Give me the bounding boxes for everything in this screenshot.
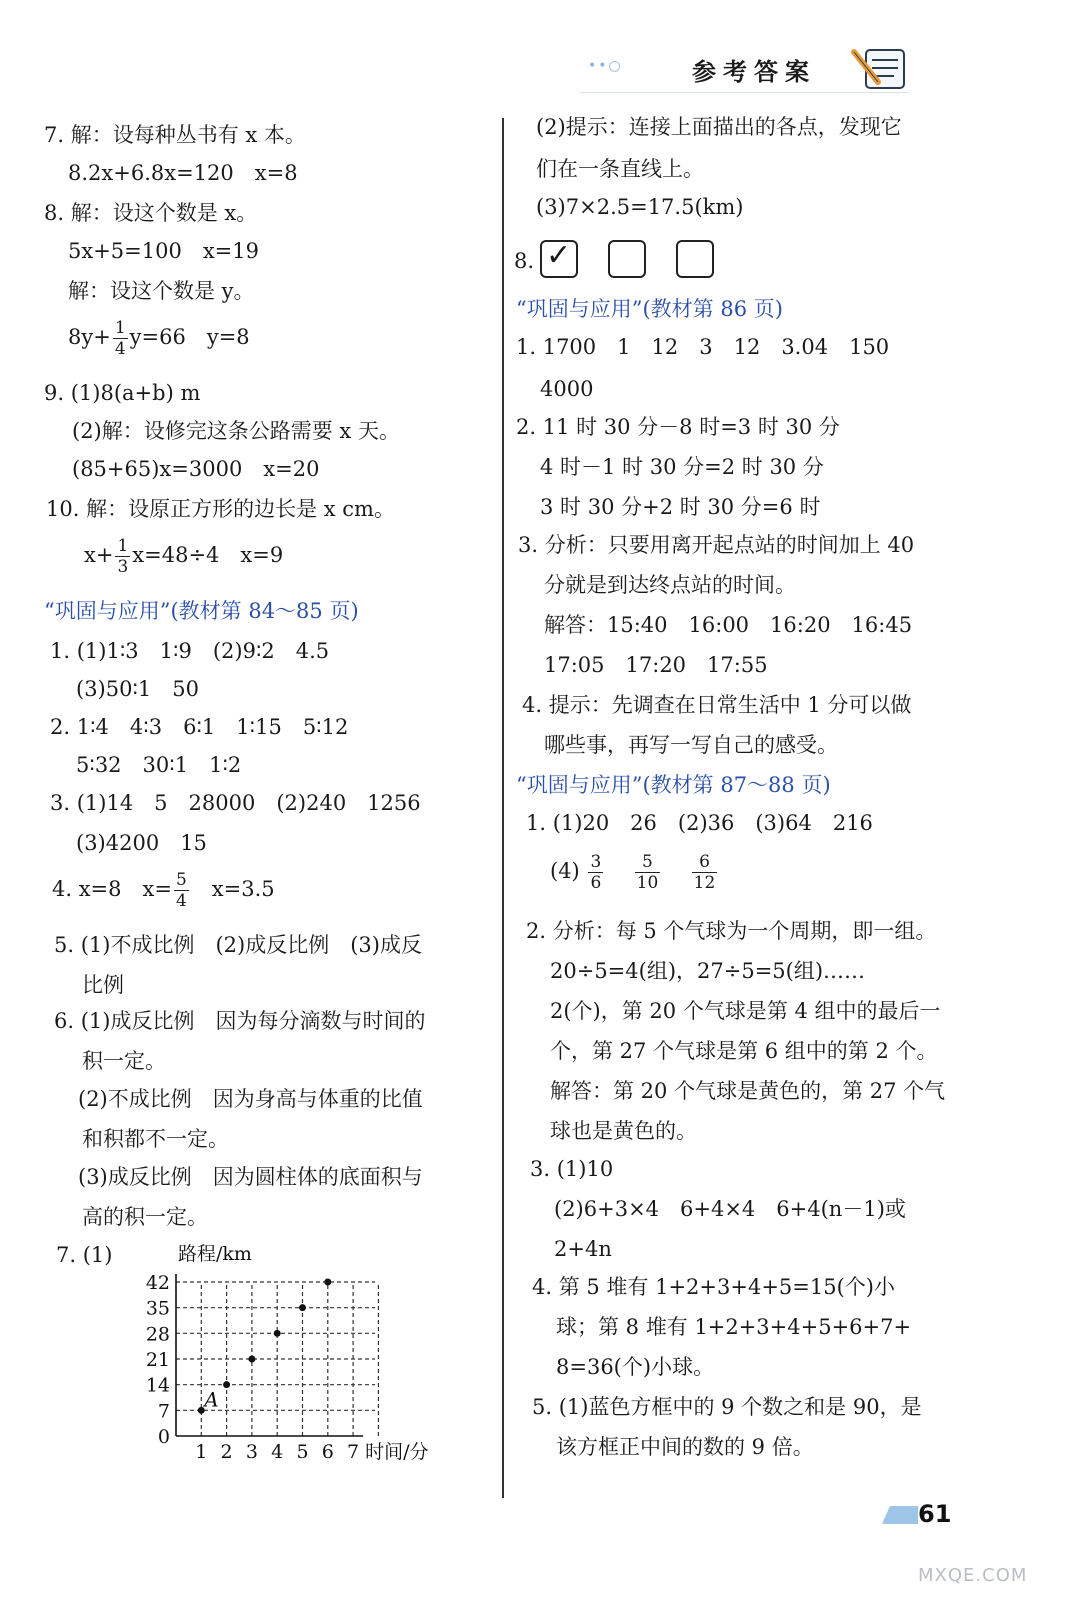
answer-8-equation-a: 5x+5=100 x=19 xyxy=(68,239,259,263)
s2-answer-4: 4. 提示：先调查在日常生活中 1 分可以做 xyxy=(522,693,912,717)
answer-checkbox-1[interactable] xyxy=(540,240,578,278)
s1-answer-3: 3. (1)14 5 28000 (2)240 1256 xyxy=(50,791,421,815)
y-axis-label: 路程/km xyxy=(178,1243,252,1265)
y-tick-label: 14 xyxy=(145,1374,170,1397)
page-tab-icon xyxy=(880,1500,920,1526)
s1-answer-4 xyxy=(52,870,275,911)
fraction: $\frac{3}{6}$ xyxy=(590,852,602,893)
watermark-text: MXQE.COM xyxy=(918,1565,1028,1586)
s1-answer-2: 2. 1∶4 4∶3 6∶1 1∶15 5∶12 xyxy=(50,715,349,739)
s2-answer-4-cont: 哪些事，再写一写自己的感受。 xyxy=(544,733,838,757)
s1-answer-6-part1: 6. (1)成反比例 因为每分滴数与时间的 xyxy=(54,1009,426,1033)
s3-answer-2-line2: 20÷5=4(组)，27÷5=5(组)…… xyxy=(550,959,866,983)
eq-post: y=66 y=8 xyxy=(129,325,250,349)
x-tick-label: 1 xyxy=(195,1441,208,1463)
s2-answer-3: 3. 分析：只要用离开起点站的时间加上 40 xyxy=(518,533,915,557)
answer-8-label: 8. xyxy=(514,249,535,273)
s3-answer-4-line2: 球；第 8 堆有 1+2+3+4+5+6+7+ xyxy=(556,1315,912,1339)
s3-answer-1: 1. (1)20 26 (2)36 (3)64 216 xyxy=(526,811,873,835)
s1-answer-2-cont: 5∶32 30∶1 1∶2 xyxy=(76,753,242,777)
s3-answer-5-cont: 该方框正中间的数的 9 倍。 xyxy=(556,1435,814,1459)
page-number: 61 xyxy=(918,1500,952,1528)
s3-answer-5: 5. (1)蓝色方框中的 9 个数之和是 90，是 xyxy=(532,1395,922,1419)
header-decoration-dots: ••○ xyxy=(588,58,623,74)
s1-answer-6-part1-cont: 积一定。 xyxy=(82,1049,166,1073)
s3-answer-3: 3. (1)10 xyxy=(530,1157,614,1181)
s1-answer-6-part3: (3)成反比例 因为圆柱体的底面积与 xyxy=(78,1165,423,1189)
answer-8-equation-b xyxy=(68,318,250,359)
eq-pre: 8y+ xyxy=(68,325,111,349)
x-tick-label: 3 xyxy=(245,1441,258,1463)
x-tick-label: 7 xyxy=(347,1441,360,1463)
answer-checkbox-3[interactable] xyxy=(676,240,714,278)
s1-answer-5: 5. (1)不成比例 (2)成反比例 (3)成反 xyxy=(54,933,422,957)
answer-7-equation: 8.2x+6.8x=120 x=8 xyxy=(68,161,298,185)
answer-9-equation: (85+65)x=3000 x=20 xyxy=(72,457,320,481)
s3-answer-2: 2. 分析：每 5 个气球为一个周期，即一组。 xyxy=(526,919,937,943)
distance-time-chart xyxy=(110,1236,440,1470)
s1-answer-6-part3-cont: 高的积一定。 xyxy=(82,1205,208,1229)
s3-answer-4-line3: 8=36(个)小球。 xyxy=(556,1355,715,1379)
column-divider xyxy=(502,118,504,1498)
answer-7-part2-cont: 们在一条直线上。 xyxy=(536,157,704,181)
s3-answer-2-line3: 2(个)，第 20 个气球是第 4 组中的最后一 xyxy=(550,999,941,1023)
x-axis-label: 时间/分 xyxy=(365,1441,429,1463)
data-point xyxy=(299,1304,306,1311)
answer-10-equation xyxy=(84,536,283,577)
s3-answer-2-solution-cont: 球也是黄色的。 xyxy=(550,1119,697,1143)
y-tick-label: 7 xyxy=(157,1400,170,1423)
s3-answer-4: 4. 第 5 堆有 1+2+3+4+5=15(个)小 xyxy=(532,1275,895,1299)
y-tick-label: 21 xyxy=(145,1349,170,1371)
s1-answer-1: 1. (1)1∶3 1∶9 (2)9∶2 4.5 xyxy=(50,639,330,663)
section-heading-84-85: “巩固与应用”(教材第 84～85 页) xyxy=(44,599,359,623)
s3-answer-2-line4: 个，第 27 个气球是第 6 组中的第 2 个。 xyxy=(550,1039,938,1063)
s2-answer-1-cont: 4000 xyxy=(540,377,594,401)
s1-answer-6-part2-cont: 和积都不一定。 xyxy=(82,1127,229,1151)
page-header-title: 参考答案 xyxy=(692,58,816,86)
x-tick-label: 5 xyxy=(296,1441,309,1463)
s2-answer-3-cont: 分就是到达终点站的时间。 xyxy=(544,573,796,597)
s1-answer-5-cont: 比例 xyxy=(82,973,124,997)
s2-answer-3-solution-cont: 17:05 17:20 17:55 xyxy=(544,653,768,677)
y-tick-label: 42 xyxy=(145,1272,170,1294)
x-tick-label: 4 xyxy=(271,1441,284,1463)
y-tick-label: 35 xyxy=(145,1297,170,1320)
s2-answer-2-line2: 4 时－1 时 30 分=2 时 30 分 xyxy=(540,455,824,479)
answer-8: 8. 解：设这个数是 x。 xyxy=(44,201,258,225)
fraction: $\frac{6}{12}$ xyxy=(693,852,716,893)
section-heading-87-88: “巩固与应用”(教材第 87～88 页) xyxy=(516,773,831,797)
part-label: (4) xyxy=(550,859,580,883)
notebook-pencil-icon xyxy=(848,44,910,94)
fraction: $\frac{1}{3}$ xyxy=(117,536,129,577)
s3-answer-1-part4 xyxy=(550,852,719,893)
s2-answer-3-solution: 解答：15:40 16:00 16:20 16:45 xyxy=(544,613,913,637)
answer-7-part2: (2)提示：连接上面描出的各点，发现它 xyxy=(536,115,902,139)
answer-checkbox-2[interactable] xyxy=(608,240,646,278)
s1-answer-7-label: 7. (1) xyxy=(56,1243,113,1267)
answer-8-setup-b: 解：设这个数是 y。 xyxy=(68,279,255,303)
s2-answer-1: 1. 1700 1 12 3 12 3.04 150 xyxy=(516,335,890,359)
answer-9-part1: 9. (1)8(a+b) m xyxy=(44,381,201,405)
x-tick-label: 2 xyxy=(220,1441,233,1463)
section-heading-86: “巩固与应用”(教材第 86 页) xyxy=(516,297,783,321)
s1-answer-3-cont: (3)4200 15 xyxy=(76,831,207,855)
s3-answer-2-solution: 解答：第 20 个气球是黄色的，第 27 个气 xyxy=(550,1079,946,1103)
data-point-label: A xyxy=(204,1387,219,1412)
eq-post: x=48÷4 x=9 xyxy=(132,543,284,567)
fraction: $\frac{5}{4}$ xyxy=(175,870,187,911)
answer-9-part2: (2)解：设修完这条公路需要 x 天。 xyxy=(72,419,400,443)
s2-answer-2-line3: 3 时 30 分+2 时 30 分=6 时 xyxy=(540,495,821,519)
data-point xyxy=(324,1279,331,1286)
data-point xyxy=(274,1330,281,1337)
data-point xyxy=(223,1381,230,1388)
eq-pre: 4. x=8 x= xyxy=(52,877,172,901)
s1-answer-6-part2: (2)不成比例 因为身高与体重的比值 xyxy=(78,1087,423,1111)
s1-answer-1-cont: (3)50∶1 50 xyxy=(76,677,200,701)
eq-post: x=3.5 xyxy=(190,877,275,901)
answer-7-part3: (3)7×2.5=17.5(km) xyxy=(536,195,744,219)
s3-answer-3-part2: (2)6+3×4 6+4×4 6+4(n－1)或 xyxy=(554,1197,906,1221)
answer-10: 10. 解：设原正方形的边长是 x cm。 xyxy=(46,497,395,521)
y-tick-label: 0 xyxy=(157,1426,170,1448)
answer-7: 7. 解：设每种丛书有 x 本。 xyxy=(44,123,306,147)
s2-answer-2: 2. 11 时 30 分－8 时=3 时 30 分 xyxy=(516,415,840,439)
eq-pre: x+ xyxy=(84,543,114,567)
y-tick-label: 28 xyxy=(145,1323,170,1346)
fraction: $\frac{1}{4}$ xyxy=(114,318,126,359)
data-point xyxy=(248,1356,255,1363)
s3-answer-3-part2-cont: 2+4n xyxy=(554,1237,612,1261)
check-mark-icon: ✓ xyxy=(546,238,572,273)
x-tick-label: 6 xyxy=(321,1441,334,1463)
fraction: $\frac{5}{10}$ xyxy=(636,852,659,893)
